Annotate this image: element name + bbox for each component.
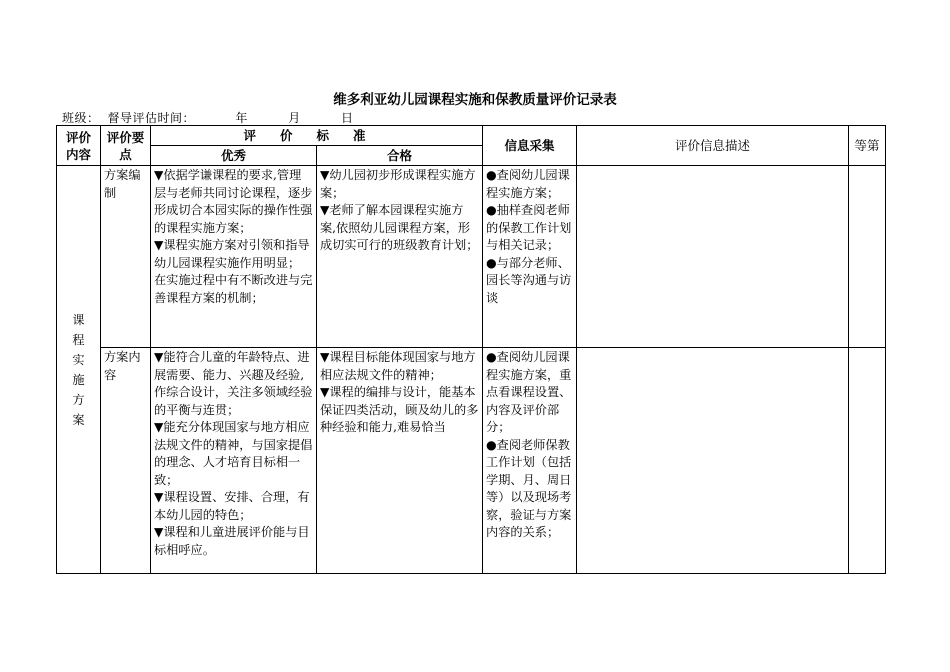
point-cell: 方案编制 (101, 166, 151, 348)
point-cell: 方案内容 (101, 348, 151, 574)
grade-cell[interactable] (849, 348, 886, 574)
info-item: ●抽样查阅老师的保教工作计划与相关记录； (486, 203, 572, 252)
category-cell (57, 166, 101, 574)
category-label: 课程实施方案 (72, 312, 85, 427)
header-content: 评价内容 (57, 126, 101, 166)
time-label: 督导评估时间： (107, 111, 196, 125)
class-label: 班级： (62, 111, 100, 125)
year-label: 年 (235, 111, 248, 125)
excellent-item: ▼能符合儿童的年龄特点、进展需要、能力、兴趣及经验,作综合设计，关注多领域经验的平衡与连贯； (154, 350, 313, 417)
info-cell (483, 348, 577, 574)
header-info: 信息采集 (483, 126, 577, 166)
excellent-cell (151, 166, 317, 348)
page-title: 维多利亚幼儿园课程实施和保教质量评价记录表 (333, 92, 617, 108)
excellent-item: ▼课程设置、安排、合理，有本幼儿园的特色； (154, 490, 310, 522)
desc-cell[interactable] (577, 348, 849, 574)
header-grade: 等第 (849, 126, 886, 166)
excellent-item: ▼课程实施方案对引领和指导幼儿园课程实施作用明显； (154, 238, 310, 270)
header-standard: 评价标准 (151, 126, 483, 146)
info-item: ●查阅幼儿园课程实施方案，重点看课程设置、内容及评价部分； (486, 350, 572, 434)
header-desc: 评价信息描述 (577, 126, 849, 166)
day-label: 日 (341, 111, 354, 125)
excellent-item: 在实施过程中有不断改进与完善课程方案的机制； (154, 273, 313, 305)
header-points: 评价要点 (101, 126, 151, 166)
info-item: ●查阅幼儿园课程实施方案； (486, 168, 570, 200)
excellent-item: ▼依据学谦课程的要求,管理层与老师共同讨论课程，逐步形成切合本园实际的操作性强的课程实施方案； (154, 168, 313, 235)
table-row (57, 348, 886, 574)
form-meta (62, 109, 362, 126)
info-cell (483, 166, 577, 348)
excellent-item: ▼课程和儿童进展评价能与目标相呼应。 (154, 525, 310, 557)
desc-cell[interactable] (577, 166, 849, 348)
info-item: ●查阅老师保教工作计划（包括学期、月、周日等）以及现场考察，验证与方案内容的关系； (486, 437, 572, 539)
month-label: 月 (288, 111, 301, 125)
table-row (57, 166, 886, 348)
evaluation-table (56, 125, 886, 574)
grade-cell[interactable] (849, 166, 886, 348)
excellent-item: ▼能充分体现国家与地方相应法规文件的精神，与国家提倡的理念、人才培育目标相一致； (154, 420, 313, 487)
header-qualified: 合格 (317, 146, 483, 166)
header-excellent: 优秀 (151, 146, 317, 166)
info-item: ●与部分老师、园长等沟通与访谈 (486, 255, 572, 305)
qualified-item: ▼课程的编排与设计，能基本保证四类活动，顾及幼儿的多种经验和能力,难易恰当 (320, 385, 479, 434)
qualified-cell (317, 348, 483, 574)
excellent-cell (151, 348, 317, 574)
qualified-item: ▼幼儿园初步形成课程实施方案； (320, 168, 476, 200)
qualified-cell (317, 166, 483, 348)
qualified-item: ▼老师了解本园课程实施方案,依照幼儿园课程方案，形成切实可行的班级教育计划； (320, 203, 479, 252)
qualified-item: ▼课程目标能体现国家与地方相应法规文件的精神； (320, 350, 476, 382)
